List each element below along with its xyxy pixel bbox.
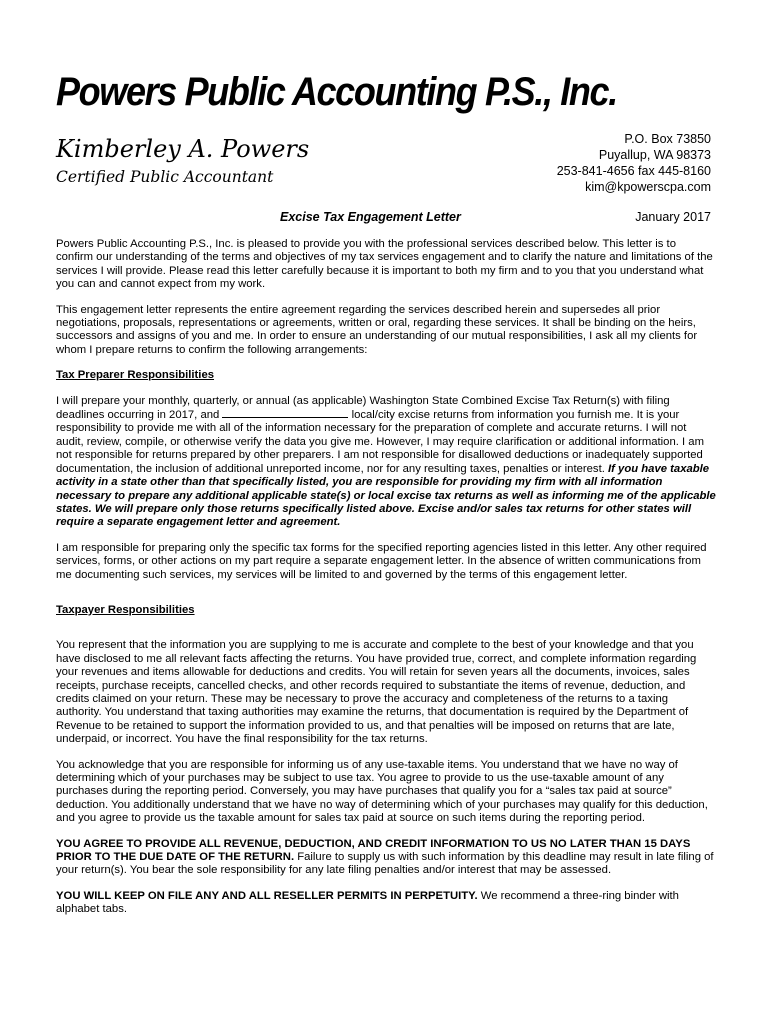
section-spacer — [56, 594, 716, 604]
cpa-name: Kimberley A. Powers — [56, 135, 310, 163]
taxpayer-paragraph-2: You acknowledge that you are responsible for informing us of any use-taxable items. You understand that we have no way of determining which of your purchases may be subject to use tax. You agree to provide to us the use-taxable amount of any purchases during the reporting period. Conversely, you may have purchases that qualify you for a “sales tax paid at source” deduction. You additionally understand that we have no way of determining which of your purchases may qualify for this deduction, and you agree to provide us the taxable amount for sales tax paid at source on such items during the reporting period. — [56, 758, 708, 825]
preparer-text-b: local/city excise returns from information you furnish me. It is your responsibility to provide me with all of the information necessary for the preparation of complete and accurate returns. I will not audit, review, compile, or otherwise verify the data you give me. However, I may require clarification or additional information. I am not responsible for returns prepared by other preparers. I am not responsible for disallowed deductions or inadequately supported documentation, the inclusion of additional unreported income, nor for any resulting taxes, penalties or interest. — [56, 409, 704, 475]
letter-date: January 2017 — [635, 210, 711, 224]
phone-fax: 253-841-4656 fax 445-8160 — [556, 164, 711, 178]
reseller-permit-notice: YOU WILL KEEP ON FILE ANY AND ALL RESELLER PERMITS IN PERPETUITY. — [56, 889, 478, 902]
agreement-paragraph: This engagement letter represents the entire agreement regarding the services described herein and supersedes all prior negotiations, proposals, representations or agreements, written or oral, regarding these services. It shall be binding on the heirs, successors and assigns of you and me. In order to ensure an understanding of our mutual responsibilities, I ask all my clients for whom I prepare returns to confirm the following arrangements: — [56, 303, 698, 356]
preparer-text-a: I will prepare your monthly, quarterly, or annual (as applicable) Washington State Combined Excise Tax Return(s) with filing deadlines occurring in 2017, and — [56, 394, 670, 422]
letter-title: Excise Tax Engagement Letter — [280, 210, 461, 224]
email-address[interactable]: kim@kpowerscpa.com — [585, 180, 711, 194]
taxpayer-paragraph-1: You represent that the information you are supplying to me is accurate and complete to the best of your knowledge and that you have disclosed to me all relevant facts affecting the returns. You have provided true, correct, and complete information regarding your revenues and items allowable for deductions and credits. You will retain for seven years all the documents, invoices, sales receipts, purchase receipts, cancelled checks, and other records required to substantiate the items of revenue, deduction, and credits claimed on your return. These may be necessary to prove the accuracy and completeness of the returns to a taxing authority. You understand that taxing authorities may examine the returns, that documentation is required by the Department of Revenue to be retained to support the information provided to us, and that penalties will be imposed on returns that are late, underpaid, or incorrect. You have the final responsibility for the tax returns. — [56, 639, 697, 746]
po-box: P.O. Box 73850 — [624, 132, 711, 146]
preparer-text-emphasis: If you have taxable activity in a state other than that specifically listed, you are responsible for providing my firm with all information necessary to prepare any additional applicable state(s) or local excise tax returns as well as informing me of the applicable states. We will prepare only those returns specifically listed above. Excise and/or sales tax returns for other states will require a separate engagement letter and agreement. — [56, 462, 716, 529]
preparer-paragraph-2: I am responsible for preparing only the specific tax forms for the specified reporting agencies listed in this letter. Any other required services, forms, or other actions on my part require a separate engagement letter. In the absence of written communications from me documenting such services, my services will be limited to and governed by the terms of this engagement letter. — [56, 541, 707, 581]
city-state-zip: Puyallup, WA 98373 — [598, 148, 711, 162]
fill-in-blank-line[interactable] — [222, 408, 348, 418]
reseller-permit-text: We recommend a three-ring binder with alphabet tabs. — [56, 889, 679, 916]
section-spacer — [56, 629, 716, 639]
preparer-paragraph-1 — [56, 395, 716, 530]
taxpayer-responsibilities-heading: Taxpayer Responsibilities — [56, 603, 195, 616]
preparer-responsibilities-heading: Tax Preparer Responsibilities — [56, 369, 215, 382]
cpa-title: Certified Public Accountant — [56, 168, 274, 186]
deadline-notice: YOU AGREE TO PROVIDE ALL REVENUE, DEDUCTION, AND CREDIT INFORMATION TO US NO LATER THAN 15 DAYS PRIOR TO THE DUE DATE OF THE RETURN. — [56, 837, 691, 864]
firm-name-logo: Powers Public Accounting P.S., Inc. — [56, 70, 617, 114]
taxpayer-paragraph-4 — [56, 890, 716, 917]
deadline-text: Failure to supply us with such information by this deadline may result in late filing of your return(s). You bear the sole responsibility for any late filing penalties and/or interest that may be assessed. — [56, 851, 714, 877]
intro-paragraph: Powers Public Accounting P.S., Inc. is pleased to provide you with the professional services described below. This letter is to confirm our understanding of the terms and objectives of my tax services engagement and to clarify the nature and limitations of the services I will provide. Please read this letter carefully because it is important to both my firm and to you that you understand what you can and cannot expect from my work. — [56, 238, 713, 291]
taxpayer-paragraph-3 — [56, 838, 716, 878]
contact-address — [557, 131, 711, 195]
letter-body — [56, 238, 716, 929]
